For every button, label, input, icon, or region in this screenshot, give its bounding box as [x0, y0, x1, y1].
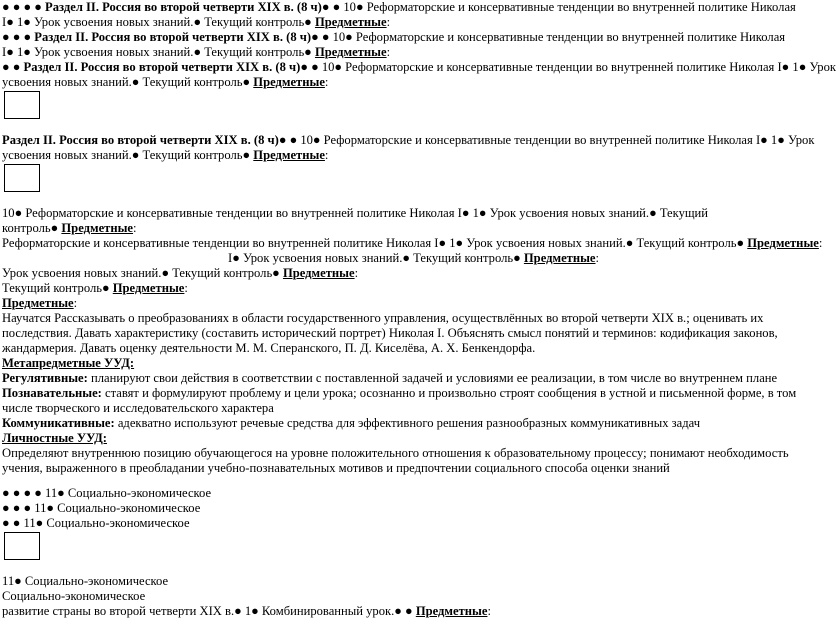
line-text: ● ● ● ● [2, 0, 46, 14]
line-text: I● 1● Урок усвоения новых знаний.● Текущий контроль● [2, 15, 315, 29]
line-text: ● ● 10● Реформаторские и консервативные тенденции во внутренней политике Николая [321, 0, 796, 14]
line-text: : [184, 281, 188, 295]
subject-label: Предметные [747, 236, 819, 250]
line-2 [2, 15, 814, 30]
line-6 [2, 75, 814, 90]
line-text: : [324, 75, 329, 89]
cognitive-paragraph: Познавательные: ставят и формулируют проблему и цели урока; осознанно и произвольно строят сообщения в устной и письменной форме, в том числе творческого и исследовательского характера [2, 386, 797, 415]
empty-box-2 [4, 164, 40, 192]
line-5 [2, 60, 836, 75]
subject-label: Предметные [523, 251, 596, 265]
line-9 [2, 206, 814, 221]
line-text: ● ● 10● Реформаторские и консервативные тенденции во внутренней политике Николая I● 1● Урок [300, 60, 836, 74]
line-text: ● ● [2, 60, 24, 74]
line-13 [2, 266, 814, 281]
line-4 [2, 45, 814, 60]
line-text: : [595, 251, 600, 265]
line-text: ● ● 10● Реформаторские и консервативные тенденции во внутренней политике Николая [311, 30, 786, 44]
subject-label: Предметные [282, 266, 355, 280]
line-text: : [386, 45, 391, 59]
line-text: : [354, 266, 359, 280]
subject-label: Предметные [2, 296, 74, 310]
subject-label: Предметные [253, 75, 325, 89]
line-10 [2, 221, 814, 236]
section-title: Раздел II. Россия во второй четверти XIX в. (8 ч) [34, 30, 312, 44]
subject-label: Предметные [61, 221, 134, 235]
bottom-line-5: Социально-экономическое [2, 589, 146, 603]
bottom-line-2: ● ● ● 11● Социально-экономическое [2, 501, 201, 515]
empty-box-1 [4, 91, 40, 119]
line-text: усвоения новых знаний.● Текущий контроль● [2, 148, 254, 162]
subject-paragraph: Научатся Рассказывать о преобразованиях в области государственного управления, осуществлённых во второй четверти XIX в.; оценивать их последствия. Давать характеристику (составить исторический портрет) Николая I. Объяснять смысл понятий и терминов: кодификация законов, жандармерия. Давать оценку деятельности М. М. Сперанского, П. Д. Киселёва, А. Х. Бенкендорфа. [2, 311, 778, 355]
bottom-line-1: ● ● ● ● 11● Социально-экономическое [2, 486, 212, 500]
line-text: : [133, 221, 137, 235]
line-7 [2, 133, 814, 148]
empty-box-3 [4, 532, 40, 560]
subject-label: Предметные [314, 15, 387, 29]
line-15 [2, 296, 814, 311]
subject-label: Предметные [314, 45, 387, 59]
section-title: Раздел II. Россия во второй четверти XIX в. (8 ч) [45, 0, 322, 14]
line-text: : [818, 236, 823, 250]
line-text: I● 1● Урок усвоения новых знаний.● Текущий контроль● [2, 45, 315, 59]
personal-heading: Личностные УУД: [2, 431, 107, 445]
line-1 [2, 0, 814, 15]
line-14 [2, 281, 814, 296]
communicative-paragraph: Коммуникативные: адекватно используют речевые средства для эффективного решения разнообразных коммуникативных задач [2, 416, 701, 430]
line-text: усвоения новых знаний.● Текущий контроль● [2, 75, 254, 89]
line-text: Текущий контроль● [2, 281, 113, 295]
line-text: ● ● 10● Реформаторские и консервативные тенденции во внутренней политике Николая I● 1● Урок [278, 133, 815, 147]
bottom-line-3: ● ● 11● Социально-экономическое [2, 516, 190, 530]
line-text: : [73, 296, 78, 310]
line-11 [2, 236, 823, 251]
regulative-paragraph: Регулятивные: планируют свои действия в соответствии с поставленной задачей и условиями ее реализации, в том числе во внутреннем плане [2, 371, 778, 385]
line-3 [2, 30, 814, 45]
bottom-line-4: 11● Социально-экономическое [2, 574, 169, 588]
subject-label: Предметные [253, 148, 325, 162]
line-12 [2, 251, 814, 266]
line-text: Реформаторские и консервативные тенденции во внутренней политике Николая I● 1● Урок усвоения новых знаний.● Текущий контроль● [2, 236, 748, 250]
line-text: контроль● [2, 221, 62, 235]
line-text: : [386, 15, 391, 29]
line-8 [2, 148, 814, 163]
subject-label: Предметные [112, 281, 185, 295]
meta-heading: Метапредметные УУД: [2, 356, 135, 370]
line-text: Урок усвоения новых знаний.● Текущий контроль● [2, 266, 283, 280]
section-title: Раздел II. Россия во второй четверти XIX в. (8 ч) [23, 60, 301, 74]
line-text: : [324, 148, 329, 162]
line-text: ● ● ● [2, 30, 35, 44]
personal-paragraph: Определяют внутреннюю позицию обучающегося на уровне положительного отношения к образовательному процессу; понимают необходимость учения, выраженного в преобладании учебно-познавательных мотивов и предпочтении социального способа оценки знаний [2, 446, 789, 475]
section-title: Раздел II. Россия во второй четверти XIX в. (8 ч) [2, 133, 279, 147]
line-text: 10● Реформаторские и консервативные тенденции во внутренней политике Николая I● 1● Урок усвоения новых знаний.● Текущий [2, 206, 709, 220]
bottom-line-6: развитие страны во второй четверти XIX в.● 1● Комбинированный урок.● ● Предметные: [2, 604, 491, 618]
line-text: I● Урок усвоения новых знаний.● Текущий контроль● [228, 251, 524, 265]
